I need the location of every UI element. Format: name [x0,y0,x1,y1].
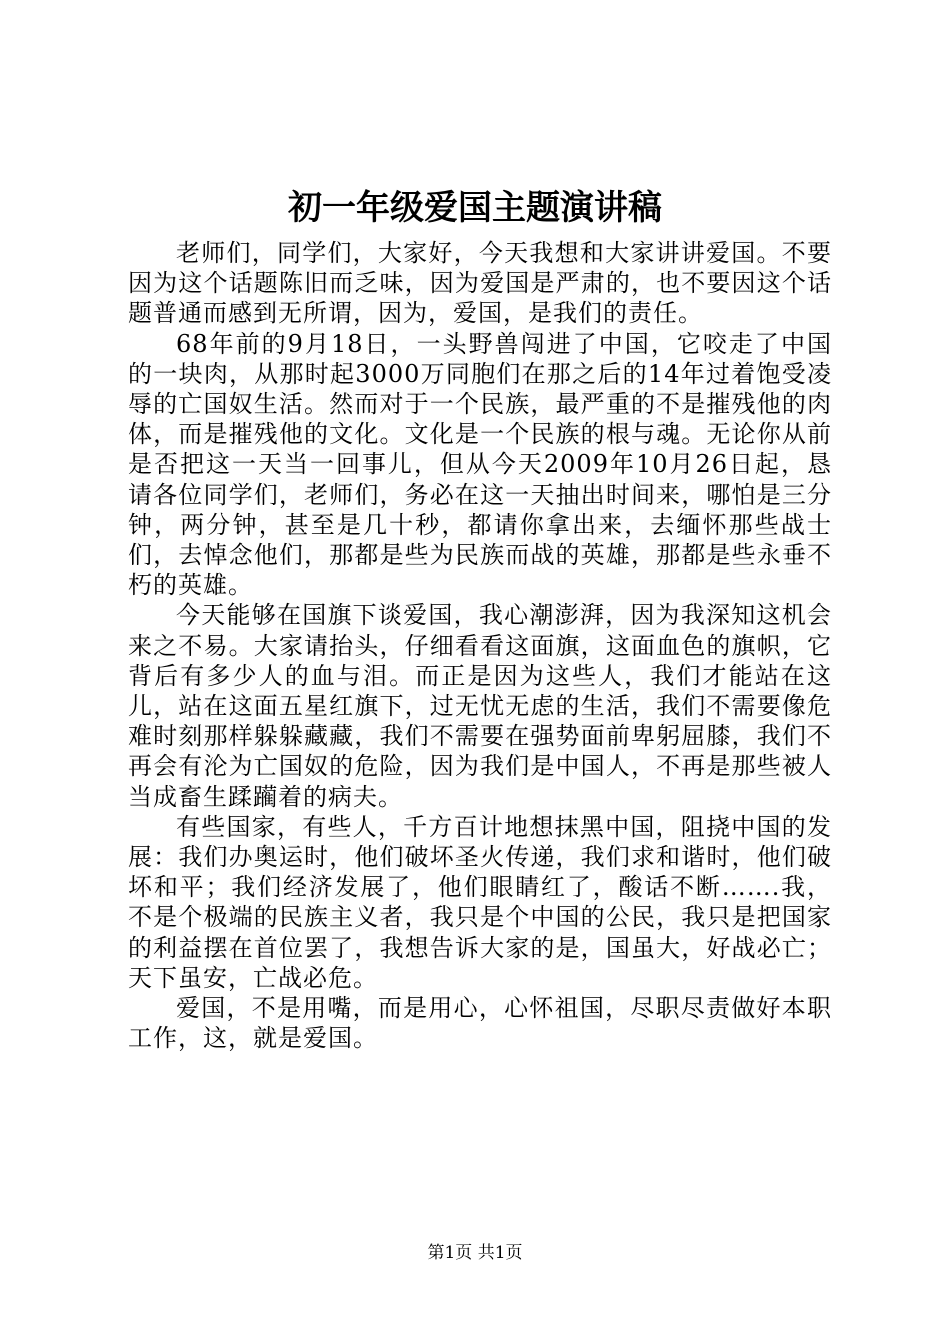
paragraph-1: 老师们，同学们，大家好，今天我想和大家讲讲爱国。不要因为这个话题陈旧而乏味，因为爱国是严肃的，也不要因这个话题普通而感到无所谓，因为，爱国，是我们的责任。 [128,239,832,328]
document-title: 初一年级爱国主题演讲稿 [288,188,662,228]
paragraph-5: 爱国，不是用嘴，而是用心，心怀祖国，尽职尽责做好本职工作，这，就是爱国。 [128,994,832,1053]
page-footer: 第1页 共1页 [427,1243,523,1263]
paragraph-4: 有些国家，有些人，千方百计地想抹黑中国，阻挠中国的发展：我们办奥运时，他们破坏圣火传递，我们求和谐时，他们破坏和平；我们经济发展了，他们眼睛红了，酸话不断…….我，不是个极端的民族主义者，我只是个中国的公民，我只是把国家的利益摆在首位罢了，我想告诉大家的是，国虽大，好战必亡；天下虽安，亡战必危。 [128,812,832,992]
paragraph-3: 今天能够在国旗下谈爱国，我心潮澎湃，因为我深知这机会来之不易。大家请抬头，仔细看看这面旗，这面血色的旗帜，它背后有多少人的血与泪。而正是因为这些人，我们才能站在这儿，站在这面五星红旗下，过无忧无虑的生活，我们不需要像危难时刻那样躲躲藏藏，我们不需要在强势面前卑躬屈膝，我们不再会有沦为亡国奴的危险，因为我们是中国人，不再是那些被人当成畜生蹂躏着的病夫。 [128,601,832,811]
paragraph-2: 68年前的9月18日，一头野兽闯进了中国，它咬走了中国的一块肉，从那时起3000万同胞们在那之后的14年过着饱受凌辱的亡国奴生活。然而对于一个民族，最严重的不是摧残他的肉体，而是摧残他的文化。文化是一个民族的根与魂。无论你从前是否把这一天当一回事儿，但从今天2009年10月26日起，恳请各位同学们，老师们，务必在这一天抽出时间来，哪怕是三分钟，两分钟，甚至是几十秒，都请你拿出来，去缅怀那些战士们，去悼念他们，那都是些为民族而战的英雄，那都是些永垂不朽的英雄。 [128,329,832,600]
document-body [128,238,832,1053]
